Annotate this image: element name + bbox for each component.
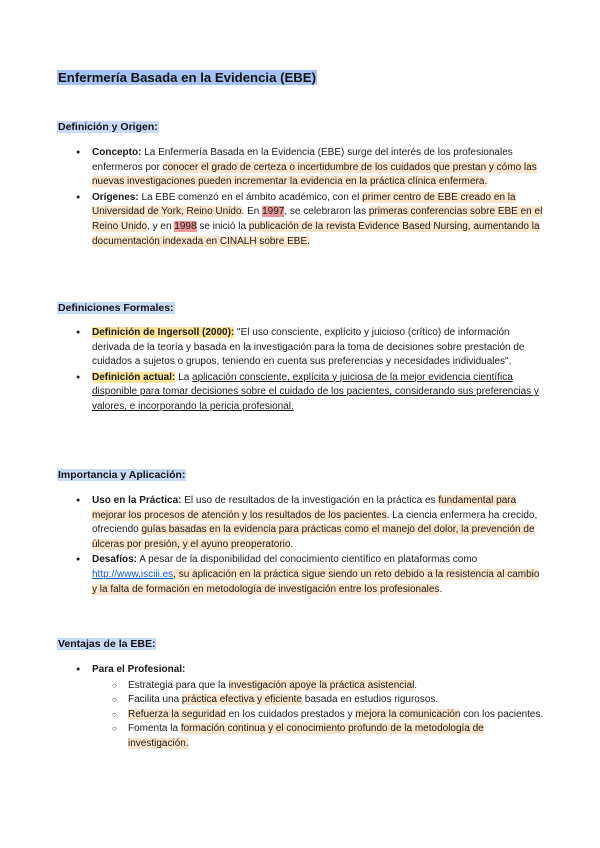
sublist-profesional (92, 679, 544, 752)
list-item-desafios: ● Desafíos: A pesar de la disponibilidad del conocimiento científico en plataformas como http://www.isciii.es, su aplicación en la práctica sigue siendo un reto debido a la resistencia al cambio y la falta de formación en metodología de investigación entre los profesionales. (92, 553, 544, 597)
list-item-profesional: ● Para el Profesional: ○ Estrategia para que la investigación apoye la práctica asistencial. ○ Facilita una práctica efectiva y eficiente basada en estudios rigurosos. ○ Refuerza la seguridad en los cuidados prestados y mejora la comunicación con los pacientes. ○ Fomenta la formación continua y el conocimiento profundo de la metodología de investigación. (92, 663, 544, 752)
sublist-item: ○ Facilita una práctica efectiva y eficiente basada en estudios rigurosos. (128, 693, 544, 708)
document-title: Enfermería Basada en la Evidencia (EBE) (58, 70, 316, 85)
section-heading-definiciones: Definiciones Formales: (58, 302, 174, 314)
list-definicion-origen (92, 146, 544, 250)
section-heading-importancia: Importancia y Aplicación: (58, 469, 186, 481)
section-heading-ventajas: Ventajas de la EBE: (58, 638, 156, 650)
sublist-item: ○ Fomenta la formación continua y el conocimiento profundo de la metodología de investigación. (128, 722, 544, 751)
list-item-origenes: ● Orígenes: La EBE comenzó en el ámbito académico, con el primer centro de EBE creado en la Universidad de York, Reino Unido. En 1997, se celebraron las primeras conferencias sobre EBE en el Reino Unido, y en 1998 se inició la publicación de la revista Evidence Based Nursing, aumentando la documentación indexada en CINALH sobre EBE. (92, 191, 544, 249)
list-item-definicion-actual: ● Definición actual: La aplicación consciente, explícita y juiciosa de la mejor evidencia científica disponible para tomar decisiones sobre el cuidado de los pacientes, considerando sus preferencias y valores, e incorporando la pericia profesional. (92, 371, 544, 415)
list-item-uso-practica: ● Uso en la Práctica: El uso de resultados de la investigación en la práctica es fundamental para mejorar los procesos de atención y los resultados de los pacientes. La ciencia enfermera ha crecido, ofreciendo guías basadas en la evidencia para prácticas como el manejo del dolor, la prevención de úlceras por presión, y el ayuno preoperatorio. (92, 494, 544, 552)
list-item-ingersoll: ● Definición de Ingersoll (2000): "El uso consciente, explícito y juicioso (crítico) de información derivada de la teoría y basada en la investigación para la toma de decisiones sobre prestación de cuidados a sujetos o grupos, teniendo en cuenta sus preferencias y necesidades individuales". (92, 326, 544, 370)
sublist-item: ○ Estrategia para que la investigación apoye la práctica asistencial. (128, 679, 544, 694)
isciii-link[interactable]: http://www.isciii.es (92, 568, 174, 580)
list-definiciones (92, 326, 544, 416)
list-item-concepto: ● Concepto: La Enfermería Basada en la Evidencia (EBE) surge del interés de los profesionales enfermeros por conocer el grado de certeza o incertidumbre de los cuidados que prestan y cómo las nuevas investigaciones pueden incrementar la evidencia en la práctica clínica enfermera. (92, 146, 544, 190)
list-importancia (92, 494, 544, 598)
sublist-item: ○ Refuerza la seguridad en los cuidados prestados y mejora la comunicación con los pacientes. (128, 708, 544, 723)
section-heading-definicion-origen: Definición y Origen: (58, 121, 158, 133)
list-ventajas (92, 663, 544, 753)
